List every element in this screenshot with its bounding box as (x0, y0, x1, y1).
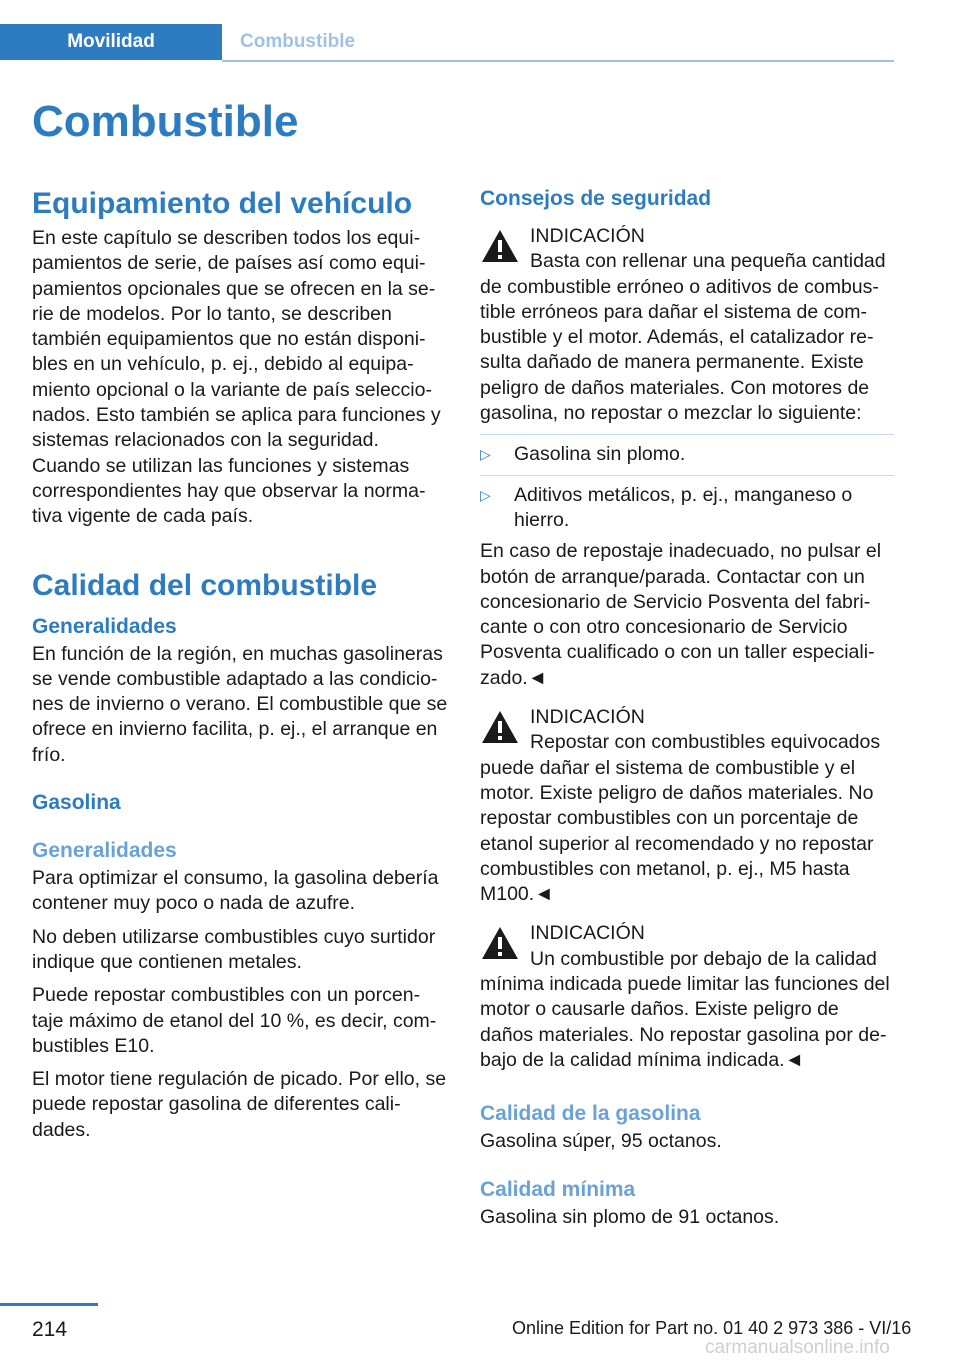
page-number: 214 (32, 1318, 68, 1341)
gasoline-paragraph-2: No deben utilizarse combustibles cuyo surtidor indique que contienen metales. (32, 925, 436, 973)
warning-first-line-3: Un combustible por debajo de la calidad (530, 947, 877, 970)
warning-text-2: puede dañar el sistema de combustible y el motor. Existe peligro de daños materiales. No repostar combustibles con un porcentaje de etanol superior al recomendado y no repostar combustibles con metanol, p. ej., M5 hasta M100.◄ (480, 756, 874, 906)
equipment-heading: Equipamiento del vehículo (32, 187, 413, 220)
warning-label-3: INDICACIÓN (530, 922, 645, 945)
minimum-quality-heading: Calidad mínima (480, 1177, 636, 1201)
fuel-quality-heading: Calidad del combustible (32, 568, 378, 602)
page-title: Combustible (32, 97, 299, 146)
gasoline-quality-text: Gasolina súper, 95 octanos. (480, 1130, 722, 1153)
header-rule (222, 60, 894, 62)
gasoline-heading: Gasolina (32, 791, 121, 815)
list-divider (480, 475, 894, 476)
list-item-text: Aditivos metálicos, p. ej., manganeso o hierro. (514, 483, 853, 531)
warning-block-1 (480, 224, 894, 426)
bullet-arrow-icon: ▷ (480, 486, 491, 503)
warning-label-2: INDICACIÓN (530, 706, 645, 729)
warning-first-line-1: Basta con rellenar una pequeña cantidad (530, 250, 886, 273)
right-column (480, 180, 894, 1238)
warning-block-3 (480, 921, 894, 1073)
gasoline-paragraph-1: Para optimizar el consumo, la gasolina debería contener muy poco o nada de azufre. (32, 867, 439, 915)
warning-after-text-1: En caso de repostaje inadecuado, no pulsar el botón de arranque/parada. Contactar con un concesionario de Servicio Posventa del fabri- cante o con otro concesionario de Servicio Posventa cualificado o con un taller especiali- zado.◄ (480, 540, 882, 689)
tab-movilidad: Movilidad (0, 24, 222, 60)
warning-triangle-icon (480, 709, 520, 745)
edition-note: Online Edition for Part no. 01 40 2 973 386 - VI/16 (512, 1318, 912, 1338)
bullet-arrow-icon: ▷ (480, 446, 491, 463)
warning-triangle-icon (480, 228, 520, 264)
equipment-text: En este capítulo se describen todos los equi- pamientos de serie, de países así como equi- pamientos opcionales que se ofrecen en la se- rie de modelos. Por lo tanto, se describen también equipamientos que no están disponi- bles en un vehículo, p. ej., debido al equipa- miento opcional o la variante de país seleccio- nados. Esto también se aplica para funciones y sistemas relacionados con la seguridad. Cuando se utilizan las funciones y sistemas correspondientes hay que observar la norma- tiva vigente de cada país. (32, 227, 441, 528)
safety-heading: Consejos de seguridad (480, 187, 712, 210)
watermark: carmanualsonline.info (705, 1337, 890, 1358)
warning-label-1: INDICACIÓN (530, 225, 645, 247)
warning-first-line-2: Repostar con combustibles equivocados (530, 731, 881, 754)
warning-text-3: mínima indicada puede limitar las funciones del motor o causarle daños. Existe peligro de daños materiales. No repostar gasolina por de- bajo de la calidad mínima indicada.◄ (480, 973, 890, 1071)
warning-block-2 (480, 705, 894, 907)
tab-combustible: Combustible (240, 31, 356, 52)
general-text: En función de la región, en muchas gasolineras se vende combustible adaptado a las condicio- nes de invierno o verano. El combustible que se ofrece en invierno facilita, p. ej., el arranque en frío. (32, 642, 448, 766)
list-item (480, 442, 894, 467)
header-tabs (0, 24, 355, 60)
gasoline-quality-heading: Calidad de la gasolina (480, 1102, 701, 1126)
left-column (32, 180, 450, 1151)
minimum-quality-text: Gasolina sin plomo de 91 octanos. (480, 1205, 780, 1228)
gasoline-general-heading: Generalidades (32, 839, 177, 863)
warning-text-1: de combustible erróneo o aditivos de combus- tible erróneos para dañar el sistema de com- bustible y el motor. Además, el catalizador re- sulta dañado de manera permanente. Existe peligro de daños materiales. Con motores de gasolina, no repostar o mezclar lo siguiente: (480, 275, 879, 425)
list-item-text: Gasolina sin plomo. (514, 443, 686, 466)
general-heading: Generalidades (32, 614, 177, 638)
list-item (480, 483, 894, 534)
gasoline-paragraph-4: El motor tiene regulación de picado. Por ello, se puede repostar gasolina de diferentes cali- dades. (32, 1068, 447, 1141)
warning-triangle-icon (480, 925, 520, 961)
list-divider (480, 434, 894, 435)
footer-rule (0, 1303, 98, 1306)
gasoline-paragraph-3: Puede repostar combustibles con un porcen- taje máximo de etanol del 10 %, es decir, com- bustibles E10. (32, 984, 437, 1057)
